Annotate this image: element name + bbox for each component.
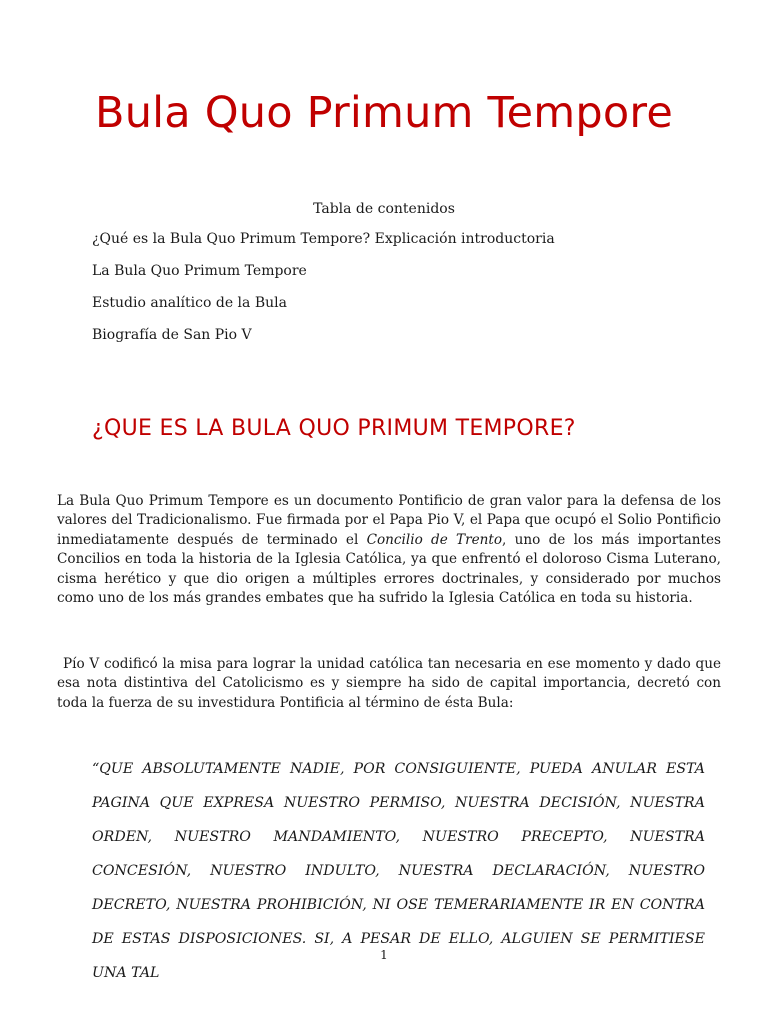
paragraph-intro-text: La Bula Quo Primum Tempore es un documento Pontificio de gran valor para la defensa de los valores del Tradicionalismo. Fue firmada por el Papa Pio V, el Papa que ocupó el Solio Pontificio inmediatamente después de terminado el [57,493,721,548]
paragraph-intro [57,492,721,608]
paragraph-intro-text-end: , uno de los más importantes Concilios en toda la historia de la Iglesia Católica, ya que enfrentó el doloroso Cisma Luterano, cisma herético y que dio origen a múltiples errores doctrinales, y considerado por muchos como uno de los más grandes embates que ha sufrido la Iglesia Católica en toda su historia. [57,531,722,607]
table-of-contents [92,229,555,357]
toc-item[interactable]: ¿Qué es la Bula Quo Primum Tempore? Explicación introductoria [92,231,555,247]
toc-item[interactable]: Biografía de San Pio V [92,327,252,343]
toc-heading: Tabla de contenidos [313,201,455,217]
toc-item[interactable]: La Bula Quo Primum Tempore [92,263,307,279]
page-number: 1 [380,948,388,962]
bull-quote: “QUE ABSOLUTAMENTE NADIE, POR CONSIGUIENTE, PUEDA ANULAR ESTA PAGINA QUE EXPRESA NUESTRO PERMISO, NUESTRA DECISIÓN, NUESTRA ORDEN, NUESTRO MANDAMIENTO, NUESTRO PRECEPTO, NUESTRA CONCESIÓN, NUESTRO INDULTO, NUESTRA DECLARACIÓN, NUESTRO DECRETO, NUESTRA PROHIBICIÓN, NI OSE TEMERARIAMENTE IR EN CONTRA DE ESTAS DISPOSICIONES. SI, A PESAR DE ELLO, ALGUIEN SE PERMITIESE UNA TAL [92,761,705,981]
paragraph-intro-emphasis: Concilio de Trento [366,531,503,548]
toc-item[interactable]: Estudio analítico de la Bula [92,295,287,311]
paragraph-pio-v: Pío V codificó la misa para lograr la unidad católica tan necesaria en ese momento y dado que esa nota distintiva del Catolicismo es y siempre ha sido de capital importancia, decretó con toda la fuerza de su investidura Pontificia al término de ésta Bula: [57,656,721,711]
section-heading: ¿QUE ES LA BULA QUO PRIMUM TEMPORE? [92,416,576,441]
document-title: Bula Quo Primum Tempore [95,88,673,138]
